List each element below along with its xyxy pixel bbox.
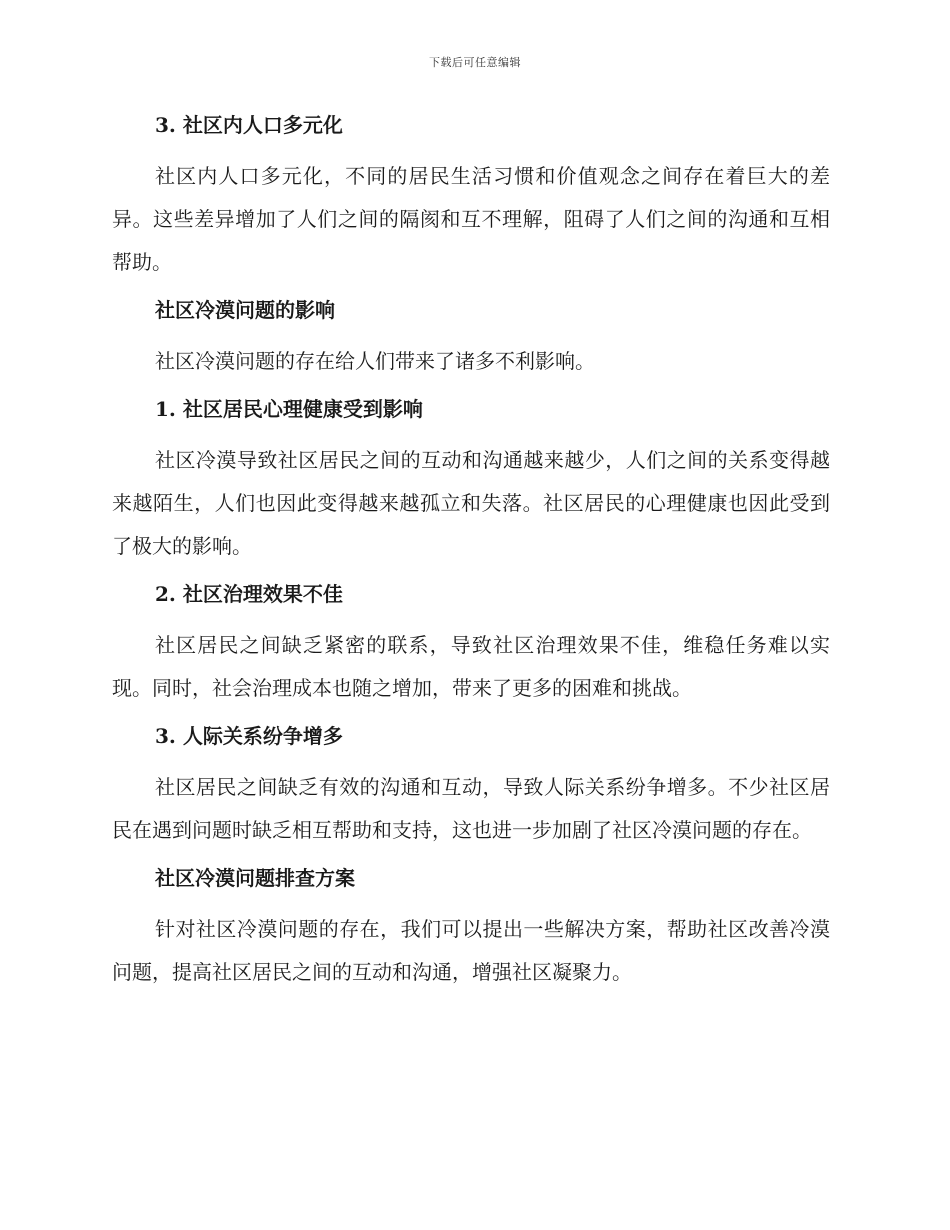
section-heading-mental-health: 1. 社区居民心理健康受到影响 — [155, 397, 423, 421]
paragraph-mental-health: 社区冷漠导致社区居民之间的互动和沟通越来越少，人们之间的关系变得越来越陌生，人们也因此变得越来越孤立和失落。社区居民的心理健康也因此受到了极大的影响。 — [112, 448, 830, 558]
paragraph-population: 社区内人口多元化，不同的居民生活习惯和价值观念之间存在着巨大的差异。这些差异增加了人们之间的隔阂和互不理解，阻碍了人们之间的沟通和互相帮助。 — [112, 164, 830, 274]
section-heading-solutions: 社区冷漠问题排查方案 — [155, 866, 355, 890]
paragraph-impact-intro: 社区冷漠问题的存在给人们带来了诸多不利影响。 — [155, 349, 595, 373]
paragraph-governance: 社区居民之间缺乏紧密的联系，导致社区治理效果不佳，维稳任务难以实现。同时，社会治理成本也随之增加，带来了更多的困难和挑战。 — [112, 633, 830, 700]
section-heading-disputes: 3. 人际关系纷争增多 — [155, 724, 343, 748]
section-heading-impact: 社区冷漠问题的影响 — [155, 298, 335, 322]
document-body — [112, 108, 830, 1003]
paragraph-solutions: 针对社区冷漠问题的存在，我们可以提出一些解决方案，帮助社区改善冷漠问题，提高社区居民之间的互动和沟通，增强社区凝聚力。 — [112, 917, 830, 984]
paragraph-disputes: 社区居民之间缺乏有效的沟通和互动，导致人际关系纷争增多。不少社区居民在遇到问题时缺乏相互帮助和支持，这也进一步加剧了社区冷漠问题的存在。 — [112, 775, 830, 842]
section-heading-governance: 2. 社区治理效果不佳 — [155, 582, 343, 606]
section-heading-population: 3. 社区内人口多元化 — [155, 113, 343, 137]
header-note: 下载后可任意编辑 — [429, 56, 521, 69]
